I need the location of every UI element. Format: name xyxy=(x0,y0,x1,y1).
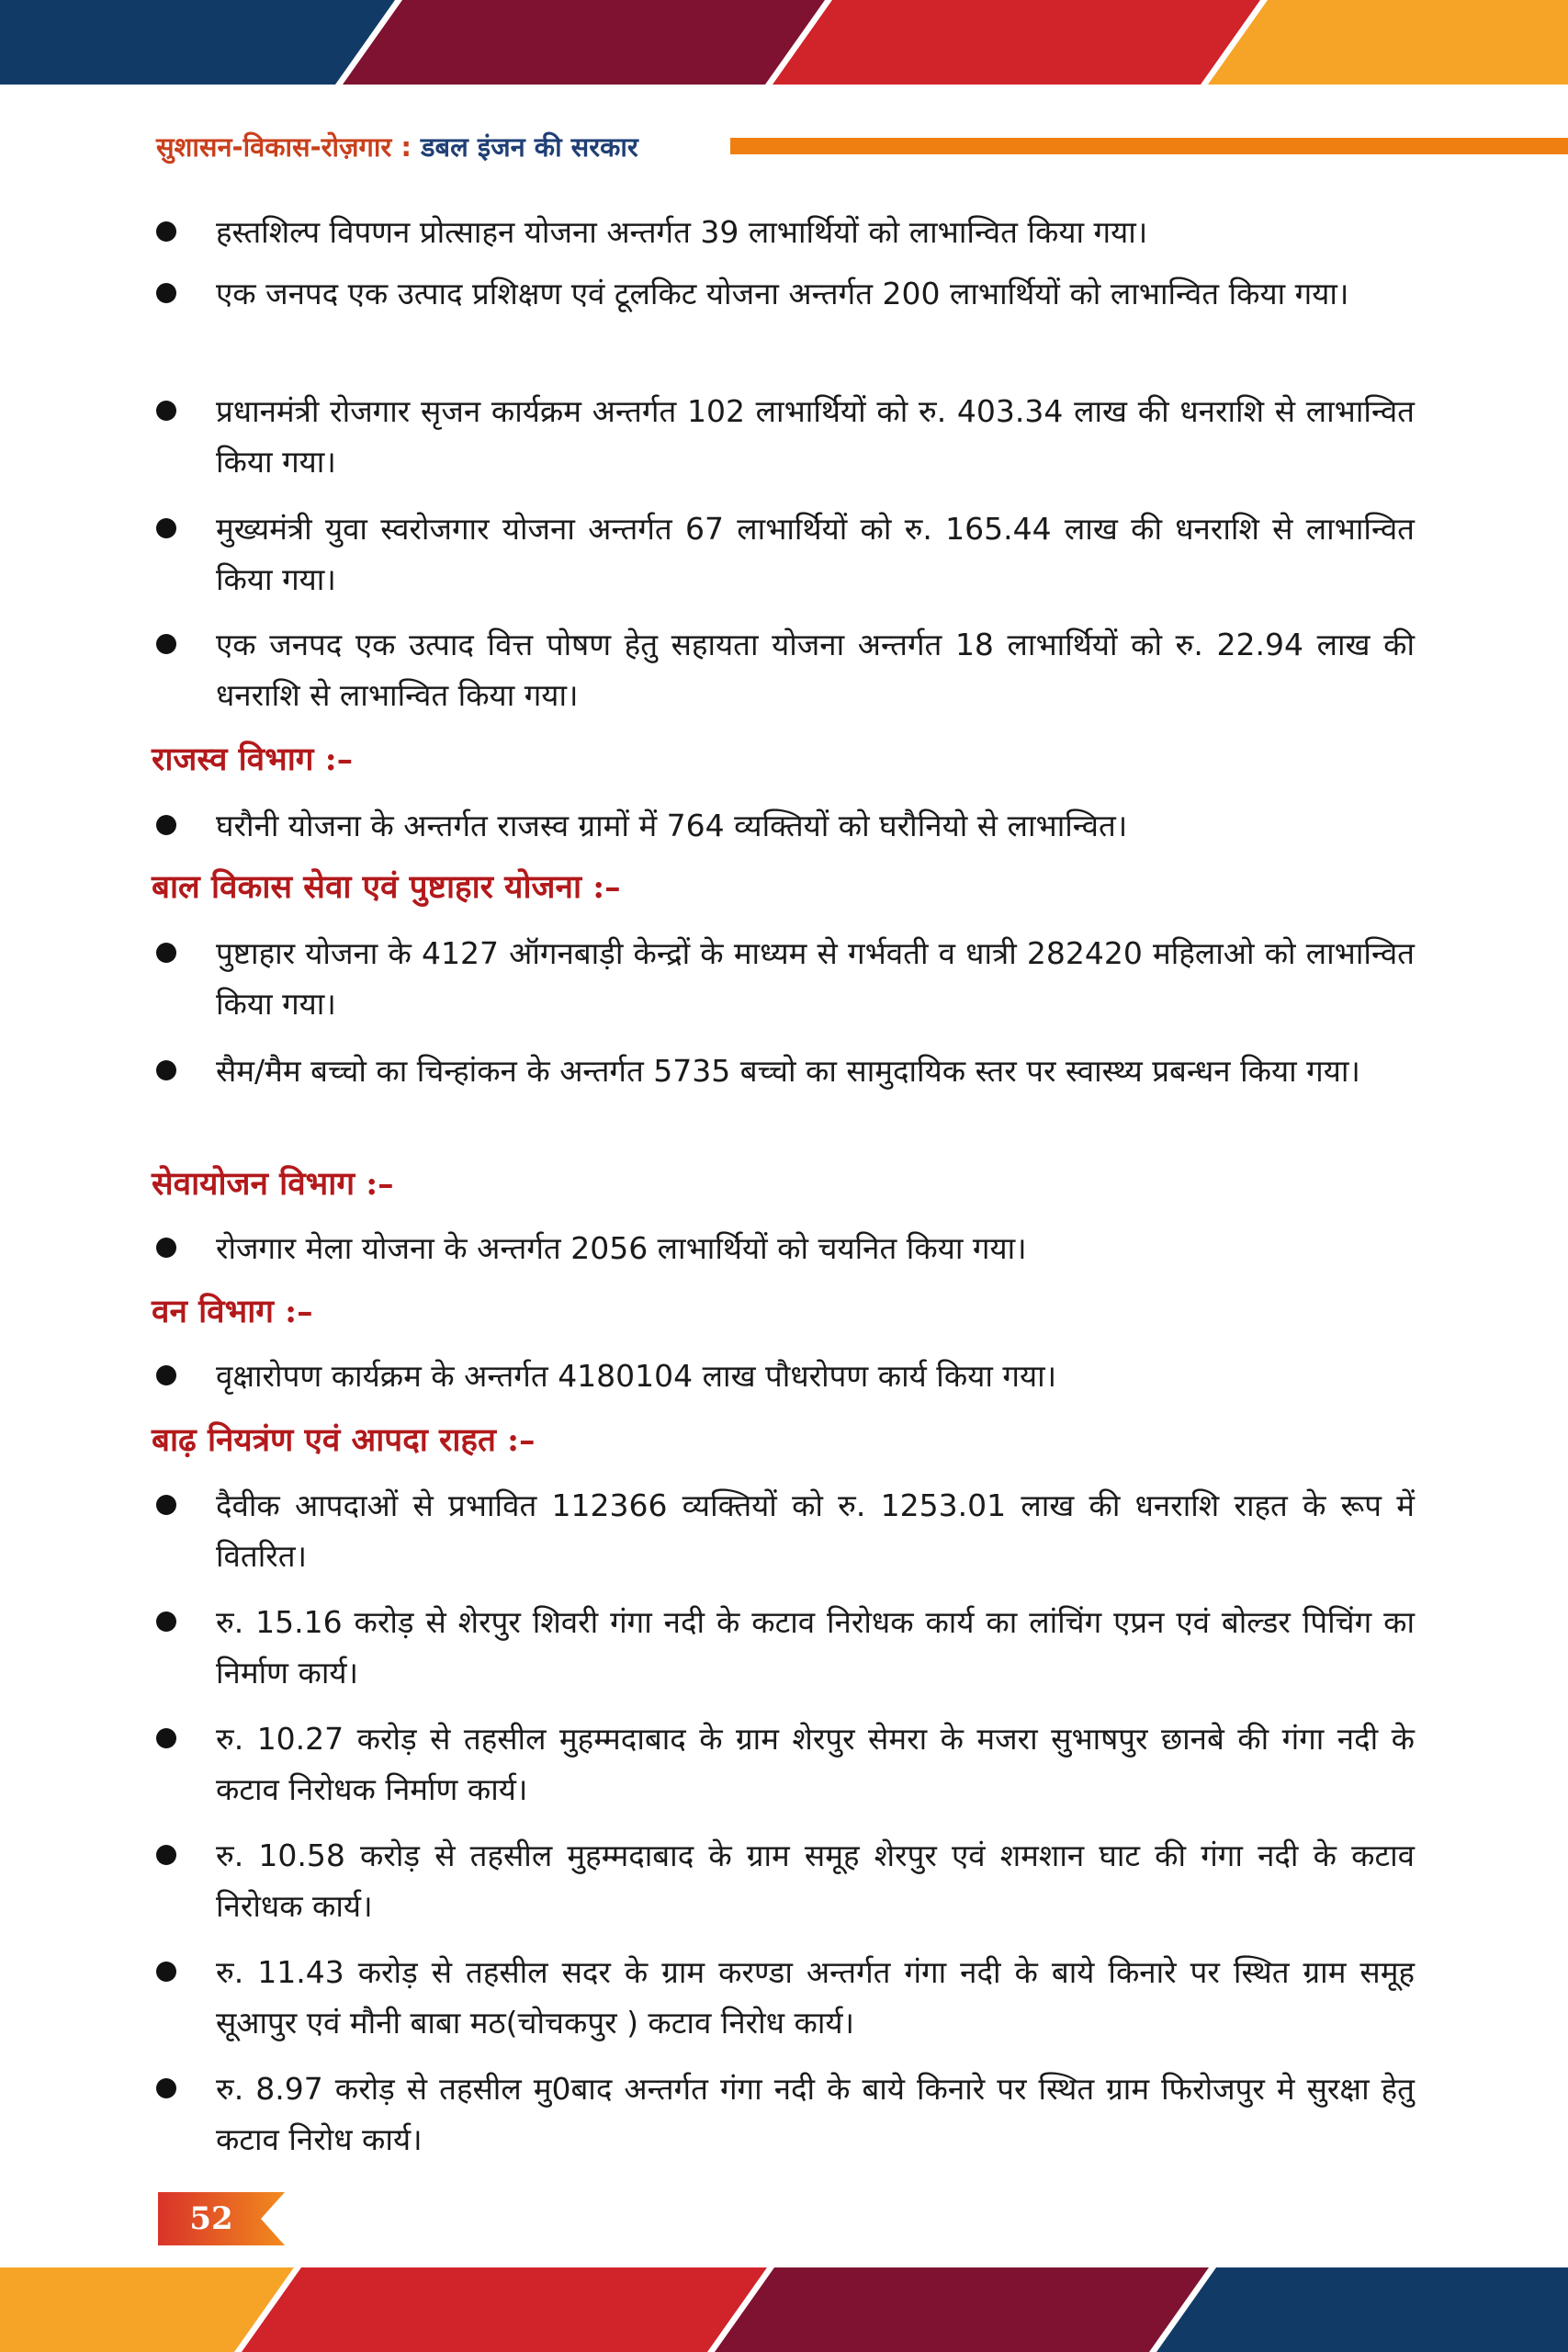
bullet-icon xyxy=(156,1611,176,1632)
list-item-text: एक जनपद एक उत्पाद वित्त पोषण हेतु सहायता योजना अन्तर्गत 18 लाभार्थियों को रु. 22.94 लाख की धनराशि से लाभान्वित किया गया। xyxy=(216,627,1415,713)
section-heading: वन विभाग :– xyxy=(152,1293,313,1330)
bullet-icon xyxy=(156,2078,176,2098)
list-item-text: दैवीक आपदाओं से प्रभावित 112366 व्यक्तियों को रु. 1253.01 लाख की धनराशि राहत के रूप में वितरित। xyxy=(216,1487,1415,1574)
section-heading: बाल विकास सेवा एवं पुष्टाहार योजना :– xyxy=(152,868,621,906)
list-item-text: रु. 10.58 करोड़ से तहसील मुहम्मदाबाद के ग्राम समूह शेरपुर एवं शमशान घाट की गंगा नदी के कटाव निरोधक कार्य। xyxy=(216,1838,1415,1924)
list-item-text: प्रधानमंत्री रोजगार सृजन कार्यक्रम अन्तर्गत 102 लाभार्थियों को रु. 403.34 लाख की धनराशि से लाभान्वित किया गया। xyxy=(216,393,1415,480)
bottom-decorative-band xyxy=(0,2267,1568,2352)
list-item-text: रु. 8.97 करोड़ से तहसील मु0बाद अन्तर्गत गंगा नदी के बाये किनारे पर स्थित ग्राम फिरोजपुर मे सुरक्षा हेतु कटाव निरोध कार्य। xyxy=(216,2071,1415,2157)
section-heading: राजस्व विभाग :– xyxy=(152,741,354,778)
header-title-part2: डबल इंजन की सरकार xyxy=(421,131,638,163)
bullet-icon xyxy=(156,1365,176,1385)
list-item-text: रु. 10.27 करोड़ से तहसील मुहम्मदाबाद के ग्राम शेरपुर सेमरा के मजरा सुभाषपुर छानबे की गंगा नदी के कटाव निरोधक निर्माण कार्य। xyxy=(216,1721,1415,1807)
list-item-text: रु. 15.16 करोड़ से शेरपुर शिवरी गंगा नदी के कटाव निरोधक कार्य का लांचिंग एप्रन एवं बोल्डर पिचिंग का निर्माण कार्य। xyxy=(216,1604,1415,1690)
section-heading: बाढ़ नियत्रंण एवं आपदा राहत :– xyxy=(152,1421,536,1459)
bullet-icon xyxy=(156,1060,176,1080)
header-title-part1: सुशासन-विकास-रोज़गार : xyxy=(156,131,422,163)
bullet-icon xyxy=(156,1962,176,1982)
page-number-tab xyxy=(158,2192,285,2245)
list-item-text: रु. 11.43 करोड़ से तहसील सदर के ग्राम करण्डा अन्तर्गत गंगा नदी के बाये किनारे पर स्थित ग्राम समूह सूआपुर एवं मौनी बाबा मठ(चोचकपुर ) कटाव निरोध कार्य। xyxy=(216,1954,1415,2041)
bullet-icon xyxy=(156,1495,176,1515)
bullet-icon xyxy=(156,518,176,538)
list-item-text: पुष्टाहार योजना के 4127 ऑगनबाड़ी केन्द्रों के माध्यम से गर्भवती व धात्री 282420 महिलाओ को लाभान्वित किया गया। xyxy=(216,935,1415,1022)
list-item-text: एक जनपद एक उत्पाद प्रशिक्षण एवं टूलकिट योजना अन्तर्गत 200 लाभार्थियों को लाभान्वित किया गया। xyxy=(216,276,1349,311)
section-heading: सेवायोजन विभाग :– xyxy=(152,1165,394,1203)
list-item-text: सैम/मैम बच्चो का चिन्हांकन के अन्तर्गत 5735 बच्चो का सामुदायिक स्तर पर स्वास्थ्य प्रबन्धन किया गया। xyxy=(216,1053,1360,1089)
bullet-icon xyxy=(156,815,176,835)
bullet-icon xyxy=(156,283,176,303)
bullet-icon xyxy=(156,1845,176,1865)
list-item-text: वृक्षारोपण कार्यक्रम के अन्तर्गत 4180104 लाख पौधरोपण कार्य किया गया। xyxy=(216,1358,1057,1394)
bullet-icon xyxy=(156,634,176,654)
bullet-icon xyxy=(156,943,176,963)
page-number: 52 xyxy=(189,2200,233,2237)
bullet-icon xyxy=(156,221,176,242)
list-item-text: हस्तशिल्प विपणन प्रोत्साहन योजना अन्तर्गत 39 लाभार्थियों को लाभान्वित किया गया। xyxy=(216,214,1148,250)
list-item-text: मुख्यमंत्री युवा स्वरोजगार योजना अन्तर्गत 67 लाभार्थियों को रु. 165.44 लाख की धनराशि से लाभान्वित किया गया। xyxy=(216,511,1415,597)
list-item-text: रोजगार मेला योजना के अन्तर्गत 2056 लाभार्थियों को चयनित किया गया। xyxy=(216,1230,1027,1266)
bullet-icon xyxy=(156,1238,176,1258)
bullet-icon xyxy=(156,401,176,421)
list-item-text: घरौनी योजना के अन्तर्गत राजस्व ग्रामों में 764 व्यक्तियों को घरौनियो से लाभान्वित। xyxy=(216,808,1128,843)
bullet-icon xyxy=(156,1728,176,1748)
